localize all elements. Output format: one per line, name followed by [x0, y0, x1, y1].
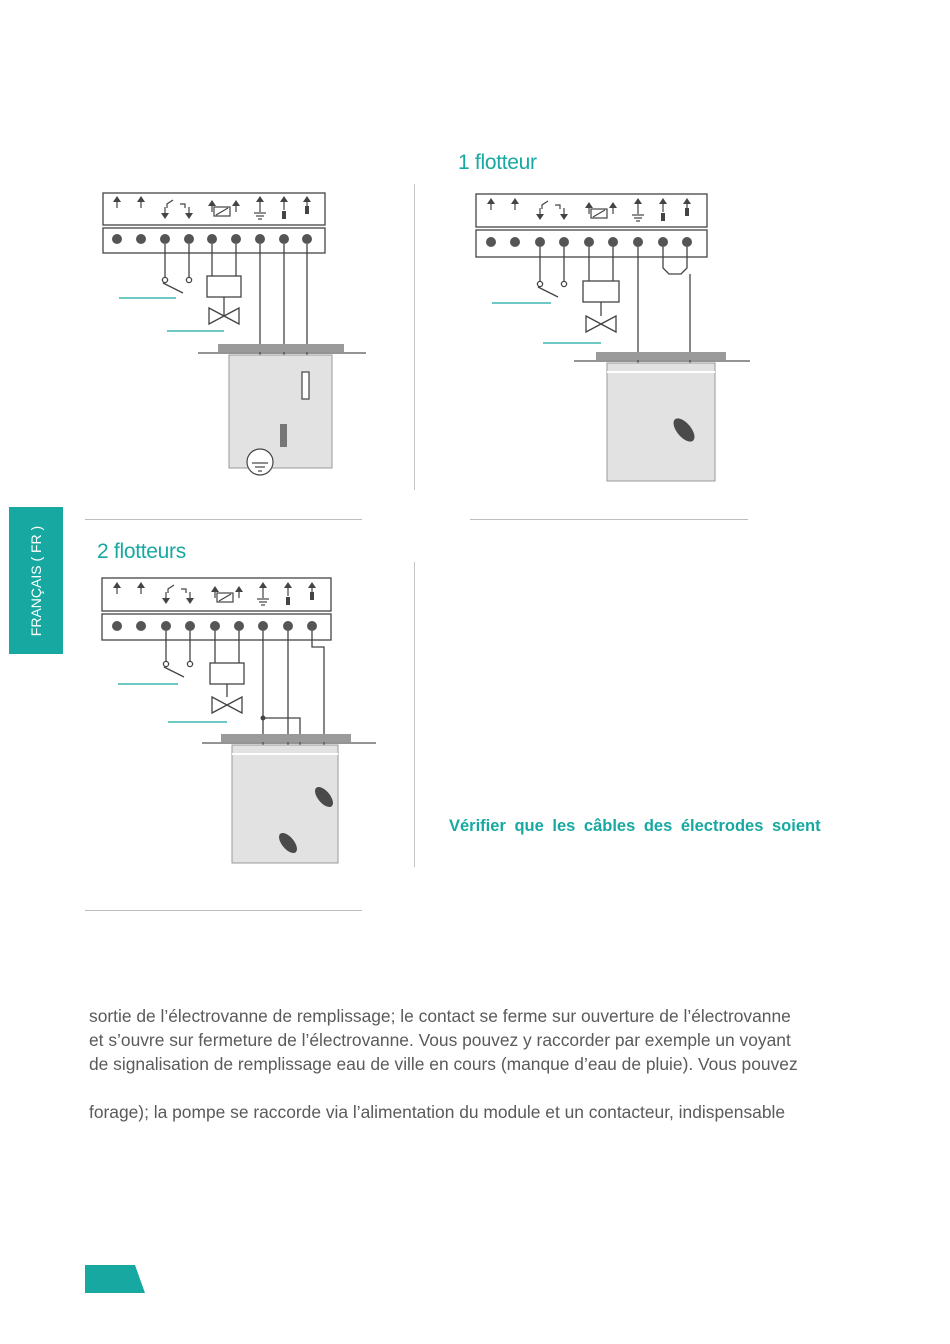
page-marker [85, 1265, 145, 1293]
body-line-1: sortie de l’électrovanne de remplissage; le contact se ferme sur ouverture de l’électrovanne [89, 1006, 791, 1026]
body-line-4: forage); la pompe se raccorde via l’alimentation du module et un contacteur, indispensable [89, 1102, 786, 1122]
two-float-title: 2 flotteurs [97, 540, 186, 563]
body-line-2: et s’ouvre sur fermeture de l’électrovanne. Vous pouvez y raccorder par exemple un voyant [89, 1030, 791, 1050]
electrode-cable-note: Vérifier que les câbles des électrodes soient [449, 817, 821, 835]
one-float-title: 1 flotteur [458, 151, 537, 174]
language-label: FRANÇAIS ( FR ) [28, 525, 44, 636]
body-line-3: de signalisation de remplissage eau de ville en cours (manque d’eau de pluie). Vous pouvez [89, 1054, 798, 1074]
